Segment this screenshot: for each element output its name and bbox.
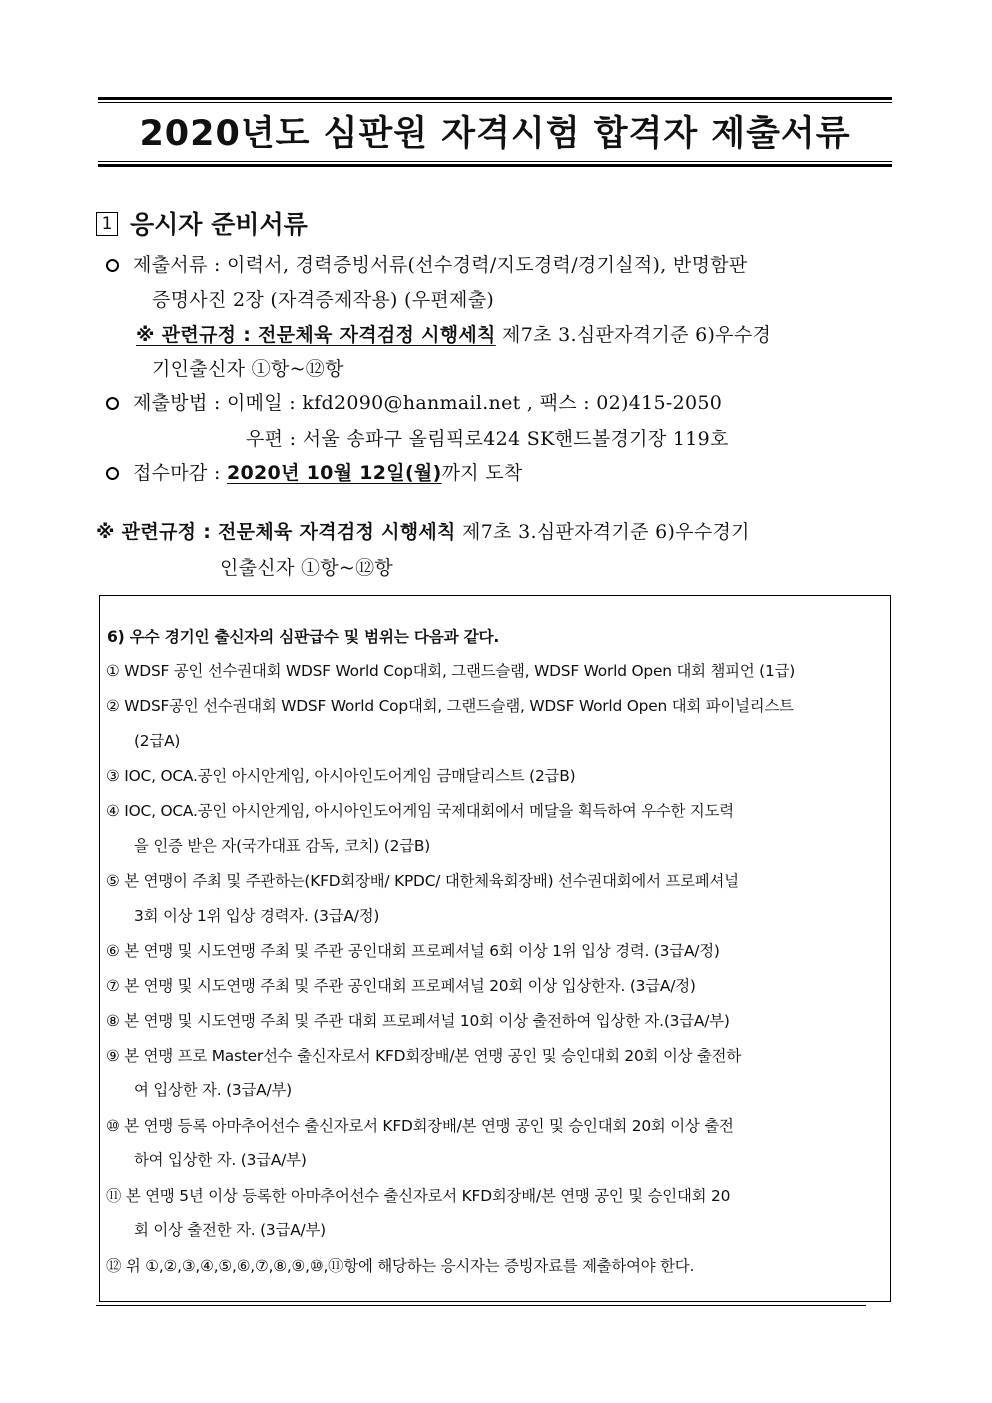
criteria-item: ⑩ 본 연맹 등록 아마추어선수 출신자로서 KFD회장배/본 연맹 공인 및 승인대회 20회 이상 출전: [106, 1117, 734, 1135]
criteria-item: ① WDSF 공인 선수권대회 WDSF World Cop대회, 그랜드슬램, WDSF World Open 대회 챔피언 (1급): [106, 662, 796, 680]
criteria-item-cont: (2급A): [134, 732, 181, 750]
submit-docs-rule-line: [136, 320, 771, 347]
submit-docs-rule-line-2: 기인출신자 ①항~⑫항: [152, 358, 344, 380]
bottom-rule: [96, 1305, 866, 1306]
bullet-circle-icon: [106, 397, 119, 410]
submit-docs-text: 제출서류 : 이력서, 경력증빙서류(선수경력/지도경력/경기실적), 반명함판: [133, 254, 748, 276]
section-title: 응시자 준비서류: [130, 210, 308, 239]
criteria-item-cont: 하여 입상한 자. (3급A/부): [134, 1151, 307, 1169]
criteria-item: ⑧ 본 연맹 및 시도연맹 주최 및 주관 대회 프로페셔널 10회 이상 출전하여 입상한 자.(3급A/부): [106, 1012, 730, 1030]
criteria-heading: 6) 우수 경기인 출신자의 심판급수 및 범위는 다음과 같다.: [107, 628, 500, 646]
related-rule-line: [96, 517, 750, 544]
related-rule-line-2: 인출신자 ①항~⑫항: [220, 557, 394, 579]
submit-docs-rule-bold: ※ 관련규정 : 전문체육 자격검정 시행세칙: [136, 324, 496, 346]
deadline-date: 2020년 10월 12일(월): [227, 462, 442, 484]
bullet-circle-icon: [106, 259, 119, 272]
submit-method-line: [106, 388, 722, 415]
related-rule-rest: 제7초 3.심판자격기준 6)우수경기: [455, 521, 750, 543]
criteria-item: ⑥ 본 연맹 및 시도연맹 주최 및 주관 공인대회 프로페셔널 6회 이상 1위 입상 경력. (3급A/정): [106, 942, 720, 960]
criteria-item: ⑫ 위 ①,②,③,④,⑤,⑥,⑦,⑧,⑨,⑩,⑪항에 해당하는 응시자는 증빙자료를 제출하여야 한다.: [106, 1257, 695, 1275]
deadline-line: [106, 458, 523, 485]
submit-docs-line: [106, 250, 748, 277]
criteria-item: ③ IOC, OCA.공인 아시안게임, 아시아인도어게임 금매달리스트 (2급B): [106, 767, 576, 785]
title-bottom-rule-thick: [98, 164, 892, 167]
criteria-item: ④ IOC, OCA.공인 아시안게임, 아시아인도어게임 국제대회에서 메달을 획득하여 우수한 지도력: [106, 802, 734, 820]
criteria-item-cont: 여 입상한 자. (3급A/부): [134, 1081, 292, 1099]
deadline-suffix: 까지 도착: [441, 462, 523, 484]
submit-method-post: 우편 : 서울 송파구 올림픽로424 SK핸드볼경기장 119호: [246, 428, 729, 450]
criteria-item-cont: 회 이상 출전한 자. (3급A/부): [134, 1221, 326, 1239]
criteria-item: ② WDSF공인 선수권대회 WDSF World Cop대회, 그랜드슬램, WDSF World Open 대회 파이널리스트: [106, 697, 794, 715]
criteria-item: ⑪ 본 연맹 5년 이상 등록한 아마추어선수 출신자로서 KFD회장배/본 연맹 공인 및 승인대회 20: [106, 1187, 731, 1205]
section-number-box: 1: [96, 212, 118, 236]
criteria-item-cont: 을 인증 받은 자(국가대표 감독, 코치) (2급B): [134, 837, 431, 855]
criteria-item: ⑨ 본 연맹 프로 Master선수 출신자로서 KFD회장배/본 연맹 공인 및 승인대회 20회 이상 출전하: [106, 1047, 742, 1065]
title-bottom-rule-thin: [98, 161, 892, 162]
criteria-item: ⑤ 본 연맹이 주최 및 주관하는(KFD회장배/ KPDC/ 대한체육회장배) 선수권대회에서 프로페셔널: [106, 872, 739, 890]
submit-docs-rule-rest: 제7초 3.심판자격기준 6)우수경: [495, 324, 772, 346]
related-rule-bold: ※ 관련규정 : 전문체육 자격검정 시행세칙: [96, 521, 456, 543]
criteria-item-cont: 3회 이상 1위 입상 경력자. (3급A/정): [134, 907, 380, 925]
submit-method-text: 제출방법 : 이메일 : kfd2090@hanmail.net , 팩스 : 02)415-2050: [133, 392, 723, 414]
submit-docs-line-2: 증명사진 2장 (자격증제작용) (우편제출): [152, 289, 495, 311]
title-top-rule-thin: [98, 102, 892, 103]
page-title: 2020년도 심판원 자격시험 합격자 제출서류: [139, 114, 851, 154]
title-top-rule-thick: [98, 97, 892, 100]
criteria-item: ⑦ 본 연맹 및 시도연맹 주최 및 주관 공인대회 프로페셔널 20회 이상 입상한자. (3급A/정): [106, 977, 696, 995]
deadline-label: 접수마감 :: [133, 462, 227, 484]
bullet-circle-icon: [106, 467, 119, 480]
